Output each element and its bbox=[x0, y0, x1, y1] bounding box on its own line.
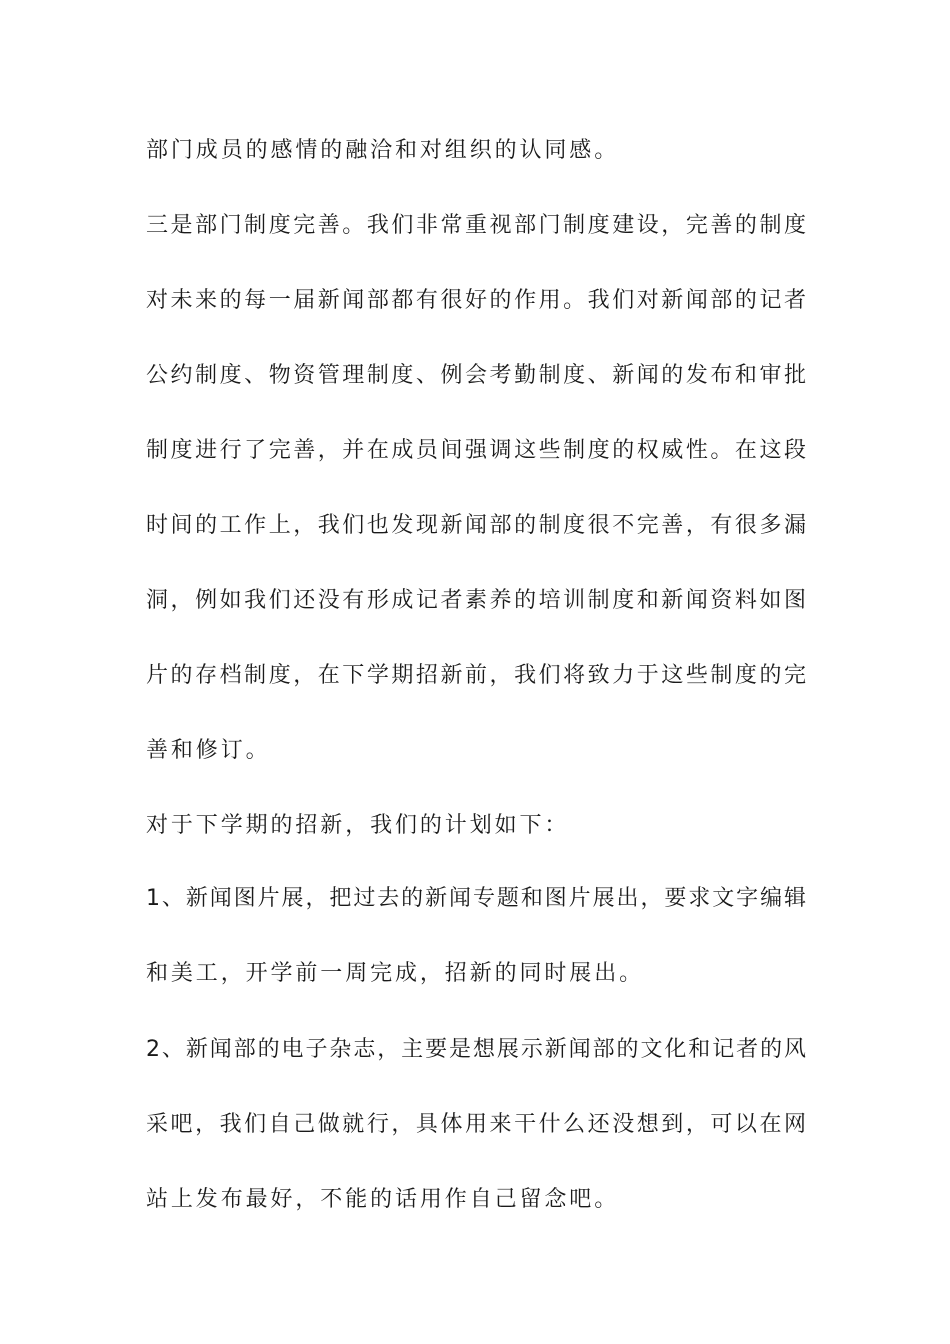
text-line-8: 片的存档制度，在下学期招新前，我们将致力于这些制度的完 bbox=[146, 663, 806, 688]
text-line-5: 制度进行了完善，并在成员间强调这些制度的权威性。在这段 bbox=[146, 438, 806, 463]
text-line-13: 2、新闻部的电子杂志，主要是想展示新闻部的文化和记者的风 bbox=[146, 1037, 806, 1062]
text-line-15: 站上发布最好，不能的话用作自己留念吧。 bbox=[146, 1187, 620, 1212]
text-line-2: 三是部门制度完善。我们非常重视部门制度建设，完善的制度 bbox=[146, 213, 806, 238]
text-line-10: 对于下学期的招新，我们的计划如下： bbox=[146, 813, 570, 838]
text-line-7: 洞，例如我们还没有形成记者素养的培训制度和新闻资料如图 bbox=[146, 588, 806, 613]
text-line-1: 部门成员的感情的融洽和对组织的认同感。 bbox=[146, 138, 620, 163]
text-line-12: 和美工，开学前一周完成，招新的同时展出。 bbox=[146, 961, 645, 986]
text-line-3: 对未来的每一届新闻部都有很好的作用。我们对新闻部的记者 bbox=[146, 288, 806, 313]
text-line-14: 采吧，我们自己做就行，具体用来干什么还没想到，可以在网 bbox=[146, 1112, 806, 1137]
text-line-9: 善和修订。 bbox=[146, 738, 271, 763]
text-line-6: 时间的工作上，我们也发现新闻部的制度很不完善，有很多漏 bbox=[146, 513, 806, 538]
text-line-11: 1、新闻图片展，把过去的新闻专题和图片展出，要求文字编辑 bbox=[146, 886, 806, 911]
text-line-4: 公约制度、物资管理制度、例会考勤制度、新闻的发布和审批 bbox=[146, 363, 806, 388]
